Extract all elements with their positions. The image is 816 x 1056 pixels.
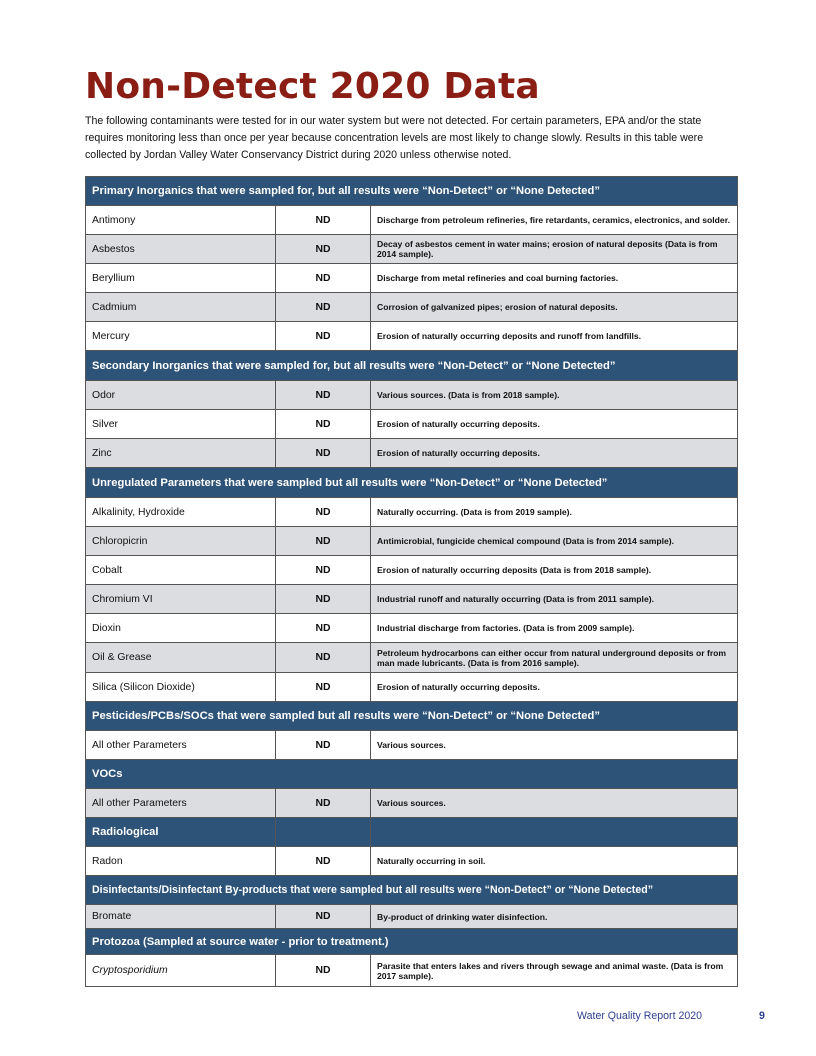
parameter-name: Radon	[86, 847, 276, 876]
section-header-unregulated	[86, 468, 738, 498]
section-header-disinfectants	[86, 876, 738, 905]
result-value: ND	[276, 381, 371, 410]
source-text: Naturally occurring. (Data is from 2019 sample).	[371, 498, 738, 527]
blank-cell	[276, 818, 371, 847]
result-value: ND	[276, 585, 371, 614]
source-text: Naturally occurring in soil.	[371, 847, 738, 876]
source-text: Parasite that enters lakes and rivers through sewage and animal waste. (Data is from 2017 sample).	[371, 955, 738, 987]
parameter-name: Beryllium	[86, 264, 276, 293]
section-title: Secondary Inorganics that were sampled for, but all results were “Non-Detect” or “None Detected”	[86, 351, 738, 381]
blank-cell	[371, 818, 738, 847]
parameter-name: Chromium VI	[86, 585, 276, 614]
section-header-primary	[86, 177, 738, 206]
result-value: ND	[276, 643, 371, 673]
source-text: Discharge from metal refineries and coal burning factories.	[371, 264, 738, 293]
result-value: ND	[276, 905, 371, 929]
parameter-name: Bromate	[86, 905, 276, 929]
source-text: Industrial discharge from factories. (Data is from 2009 sample).	[371, 614, 738, 643]
table-row	[86, 410, 738, 439]
parameter-name: Cadmium	[86, 293, 276, 322]
page-title: Non-Detect 2020 Data	[85, 66, 540, 107]
section-header-vocs	[86, 760, 738, 789]
source-text: Antimicrobial, fungicide chemical compound (Data is from 2014 sample).	[371, 527, 738, 556]
result-value: ND	[276, 293, 371, 322]
table-row	[86, 847, 738, 876]
non-detect-table	[85, 176, 738, 987]
parameter-name: Alkalinity, Hydroxide	[86, 498, 276, 527]
result-value: ND	[276, 673, 371, 702]
section-title: VOCs	[86, 760, 738, 789]
source-text: Various sources.	[371, 731, 738, 760]
result-value: ND	[276, 556, 371, 585]
result-value: ND	[276, 439, 371, 468]
result-value: ND	[276, 410, 371, 439]
section-header-radiological	[86, 818, 738, 847]
section-header-secondary	[86, 351, 738, 381]
parameter-name: Antimony	[86, 206, 276, 235]
table-row	[86, 322, 738, 351]
section-header-protozoa	[86, 929, 738, 955]
table-row	[86, 264, 738, 293]
source-text: Decay of asbestos cement in water mains; erosion of natural deposits (Data is from 2014 sample).	[371, 235, 738, 264]
parameter-name: Asbestos	[86, 235, 276, 264]
source-text: Discharge from petroleum refineries, fire retardants, ceramics, electronics, and solder.	[371, 206, 738, 235]
source-text: Erosion of naturally occurring deposits.	[371, 673, 738, 702]
page-number: 9	[759, 1010, 765, 1022]
result-value: ND	[276, 847, 371, 876]
result-value: ND	[276, 322, 371, 351]
table-row	[86, 556, 738, 585]
result-value: ND	[276, 264, 371, 293]
section-title: Protozoa (Sampled at source water - prior to treatment.)	[86, 929, 738, 955]
table-row	[86, 293, 738, 322]
table-row	[86, 789, 738, 818]
result-value: ND	[276, 235, 371, 264]
table-row	[86, 905, 738, 929]
parameter-name: Zinc	[86, 439, 276, 468]
result-value: ND	[276, 206, 371, 235]
parameter-name: All other Parameters	[86, 789, 276, 818]
source-text: Erosion of naturally occurring deposits.	[371, 410, 738, 439]
source-text: Industrial runoff and naturally occurring (Data is from 2011 sample).	[371, 585, 738, 614]
parameter-name: Silver	[86, 410, 276, 439]
parameter-name: Oil & Grease	[86, 643, 276, 673]
source-text: By-product of drinking water disinfection.	[371, 905, 738, 929]
table-row	[86, 731, 738, 760]
table-row	[86, 527, 738, 556]
parameter-name: Cryptosporidium	[86, 955, 276, 987]
parameter-name: All other Parameters	[86, 731, 276, 760]
parameter-name: Mercury	[86, 322, 276, 351]
result-value: ND	[276, 789, 371, 818]
table-row	[86, 439, 738, 468]
report-footer: Water Quality Report 2020	[577, 1010, 703, 1022]
result-value: ND	[276, 527, 371, 556]
source-text: Petroleum hydrocarbons can either occur from natural underground deposits or from man made lubricants. (Data is from 2016 sample).	[371, 643, 738, 673]
result-value: ND	[276, 955, 371, 987]
intro-paragraph: The following contaminants were tested for in our water system but were not detected. For certain parameters, EPA and/or the state requires monitoring less than once per year because concentration levels are most likely to change slowly. Results in this table were collected by Jordan Valley Water Conservancy District during 2020 unless otherwise noted.	[85, 115, 704, 161]
table-row	[86, 585, 738, 614]
table-row	[86, 673, 738, 702]
result-value: ND	[276, 614, 371, 643]
parameter-name: Silica (Silicon Dioxide)	[86, 673, 276, 702]
result-value: ND	[276, 498, 371, 527]
parameter-name: Cobalt	[86, 556, 276, 585]
section-title: Disinfectants/Disinfectant By-products that were sampled but all results were “Non-Detect” or “None Detected”	[86, 876, 738, 905]
result-value: ND	[276, 731, 371, 760]
table-row	[86, 235, 738, 264]
source-text: Corrosion of galvanized pipes; erosion of natural deposits.	[371, 293, 738, 322]
source-text: Erosion of naturally occurring deposits and runoff from landfills.	[371, 322, 738, 351]
table-row	[86, 381, 738, 410]
section-title: Pesticides/PCBs/SOCs that were sampled but all results were “Non-Detect” or “None Detected”	[86, 702, 738, 731]
source-text: Various sources. (Data is from 2018 sample).	[371, 381, 738, 410]
section-title: Radiological	[86, 818, 276, 847]
parameter-name: Dioxin	[86, 614, 276, 643]
section-header-pesticides	[86, 702, 738, 731]
parameter-name: Odor	[86, 381, 276, 410]
source-text: Various sources.	[371, 789, 738, 818]
source-text: Erosion of naturally occurring deposits.	[371, 439, 738, 468]
table-row	[86, 498, 738, 527]
table-row	[86, 614, 738, 643]
source-text: Erosion of naturally occurring deposits (Data is from 2018 sample).	[371, 556, 738, 585]
section-title: Unregulated Parameters that were sampled but all results were “Non-Detect” or “None Detected”	[86, 468, 738, 498]
table-row	[86, 643, 738, 673]
table-row	[86, 955, 738, 987]
table-row	[86, 206, 738, 235]
parameter-name: Chloropicrin	[86, 527, 276, 556]
section-title: Primary Inorganics that were sampled for, but all results were “Non-Detect” or “None Detected”	[86, 177, 738, 206]
